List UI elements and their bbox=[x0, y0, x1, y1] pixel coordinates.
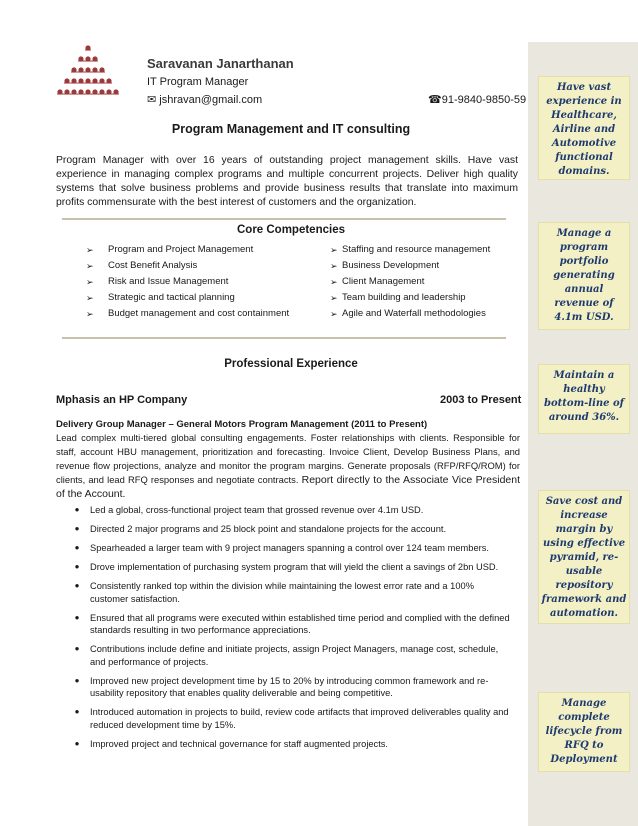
callout-lifecycle: Manage complete lifecycle from RFQ to Deployment bbox=[538, 692, 630, 772]
job-description: Lead complex multi-tiered global consulting engagements. Foster relationships with clients. Responsible for staff, account HBU management, prioritization and forecasting. Invoice Client, Develop Business Plans, and revenue flow projections, analyze and monitor the program margins. Generate proposals (RFP/RFQ/ROM) for clients, and lead RFQ responses and negotiate contracts. Report directly to the Associate Vice President of the Account. bbox=[56, 432, 521, 500]
bullet-icon: ● bbox=[74, 707, 80, 716]
competencies-right bbox=[330, 242, 490, 322]
bullet-icon: ● bbox=[74, 505, 80, 514]
achievements-list bbox=[64, 504, 514, 757]
bullet-icon: ● bbox=[74, 524, 80, 533]
summary-paragraph: Program Manager with over 16 years of outstanding project management skills. Have vast experience in managing complex programs and multiple concurrent projects. Deliver high quality systems that solve business problems and provide business results that translate into maximum profits commensurate with the best interest of customers and the organization. bbox=[56, 155, 518, 208]
checkmark-arrow-icon: ➢ bbox=[86, 245, 94, 255]
checkmark-arrow-icon: ➢ bbox=[86, 261, 94, 271]
list-item: ● Directed 2 major programs and 25 block point and standalone projects for the account. bbox=[64, 523, 514, 536]
email-line[interactable] bbox=[147, 93, 262, 106]
headline: Program Management and IT consulting bbox=[171, 122, 411, 136]
list-item: ➢ Client Management bbox=[330, 274, 490, 290]
list-item: ● Introduced automation in projects to build, review code artifacts that improved deliverables quality and reduced development time by 15%. bbox=[64, 706, 514, 731]
reporting-line: Report directly to the Associate Vice President of the Account. bbox=[56, 474, 521, 500]
bullet-icon: ● bbox=[74, 675, 80, 685]
checkmark-arrow-icon: ➢ bbox=[86, 293, 94, 303]
checkmark-arrow-icon: ➢ bbox=[330, 277, 338, 287]
list-item: ● Drove implementation of purchasing system program that will yield the client a savings of 2bn USD. bbox=[64, 561, 514, 574]
checkmark-arrow-icon: ➢ bbox=[86, 277, 94, 287]
phone-icon: ☎ bbox=[428, 94, 442, 106]
checkmark-arrow-icon: ➢ bbox=[86, 309, 94, 319]
candidate-role: IT Program Manager bbox=[147, 76, 249, 88]
checkmark-arrow-icon: ➢ bbox=[330, 309, 338, 319]
callout-portfolio: Manage a program portfolio generating annual revenue of 4.1m USD. bbox=[538, 222, 630, 330]
list-item: ➢ Budget management and cost containment bbox=[86, 306, 289, 322]
list-item: ➢ Cost Benefit Analysis bbox=[86, 258, 289, 274]
email-value: jshravan@gmail.com bbox=[159, 94, 263, 106]
list-item: ● Improved project and technical governance for staff augmented projects. bbox=[64, 738, 514, 751]
list-item: ➢ Agile and Waterfall methodologies bbox=[330, 306, 490, 322]
checkmark-arrow-icon: ➢ bbox=[330, 261, 338, 271]
checkmark-arrow-icon: ➢ bbox=[330, 293, 338, 303]
list-item: ● Ensured that all programs were executed within established time period and complied with the defined standards resulting in two performance appreciations. bbox=[64, 612, 514, 637]
pyramid-logo bbox=[56, 42, 120, 100]
callout-domains: Have vast experience in Healthcare, Airline and Automotive functional domains. bbox=[538, 76, 630, 180]
list-item: ● Led a global, cross-functional project team that grossed revenue over 4.1m USD. bbox=[64, 504, 514, 517]
list-item: ➢ Staffing and resource management bbox=[330, 242, 490, 258]
list-item: ➢ Team building and leadership bbox=[330, 290, 490, 306]
divider bbox=[62, 337, 506, 339]
list-item: ● Spearheaded a larger team with 9 project managers spanning a control over 124 team members. bbox=[64, 542, 514, 555]
divider bbox=[62, 218, 506, 220]
bullet-icon: ● bbox=[74, 543, 80, 552]
bullet-icon: ● bbox=[74, 612, 80, 622]
list-item: ➢ Risk and Issue Management bbox=[86, 274, 289, 290]
employment-dates: 2003 to Present bbox=[440, 394, 522, 406]
callout-cost: Save cost and increase margin by using effective pyramid, re-usable repository framework and automation. bbox=[538, 490, 630, 624]
phone-value: 91-9840-9850-59 bbox=[441, 94, 527, 106]
bullet-icon: ● bbox=[74, 644, 80, 653]
list-item: ● Contributions include define and initiate projects, assign Project Managers, manage cost, schedule, and performance of projects. bbox=[64, 643, 514, 668]
envelope-icon: ✉ bbox=[147, 94, 157, 106]
callout-bottom-line: Maintain a healthy bottom-line of around 36%. bbox=[538, 364, 630, 434]
list-item: ➢ Strategic and tactical planning bbox=[86, 290, 289, 306]
list-item: ➢ Program and Project Management bbox=[86, 242, 289, 258]
competencies-left bbox=[86, 242, 289, 322]
candidate-name: Saravanan Janarthanan bbox=[147, 56, 294, 71]
bullet-icon: ● bbox=[74, 562, 80, 571]
core-competencies-title: Core Competencies bbox=[236, 224, 345, 236]
bullet-icon: ● bbox=[74, 581, 80, 590]
list-item: ● Improved new project development time by 15 to 20% by introducing common framework and re-usability repository that enables quality deliverable and being competitive. bbox=[64, 675, 514, 700]
checkmark-arrow-icon: ➢ bbox=[330, 245, 338, 255]
list-item: ● Consistently ranked top within the division while maintaining the lowest error rate and a 100% customer satisfaction. bbox=[64, 580, 514, 605]
job-title: Delivery Group Manager – General Motors Program Management (2011 to Present) bbox=[56, 419, 428, 430]
experience-title: Professional Experience bbox=[224, 358, 358, 370]
list-item: ➢ Business Development bbox=[330, 258, 490, 274]
bullet-icon: ● bbox=[74, 738, 80, 748]
phone-line bbox=[428, 93, 526, 106]
company-name: Mphasis an HP Company bbox=[56, 394, 188, 406]
